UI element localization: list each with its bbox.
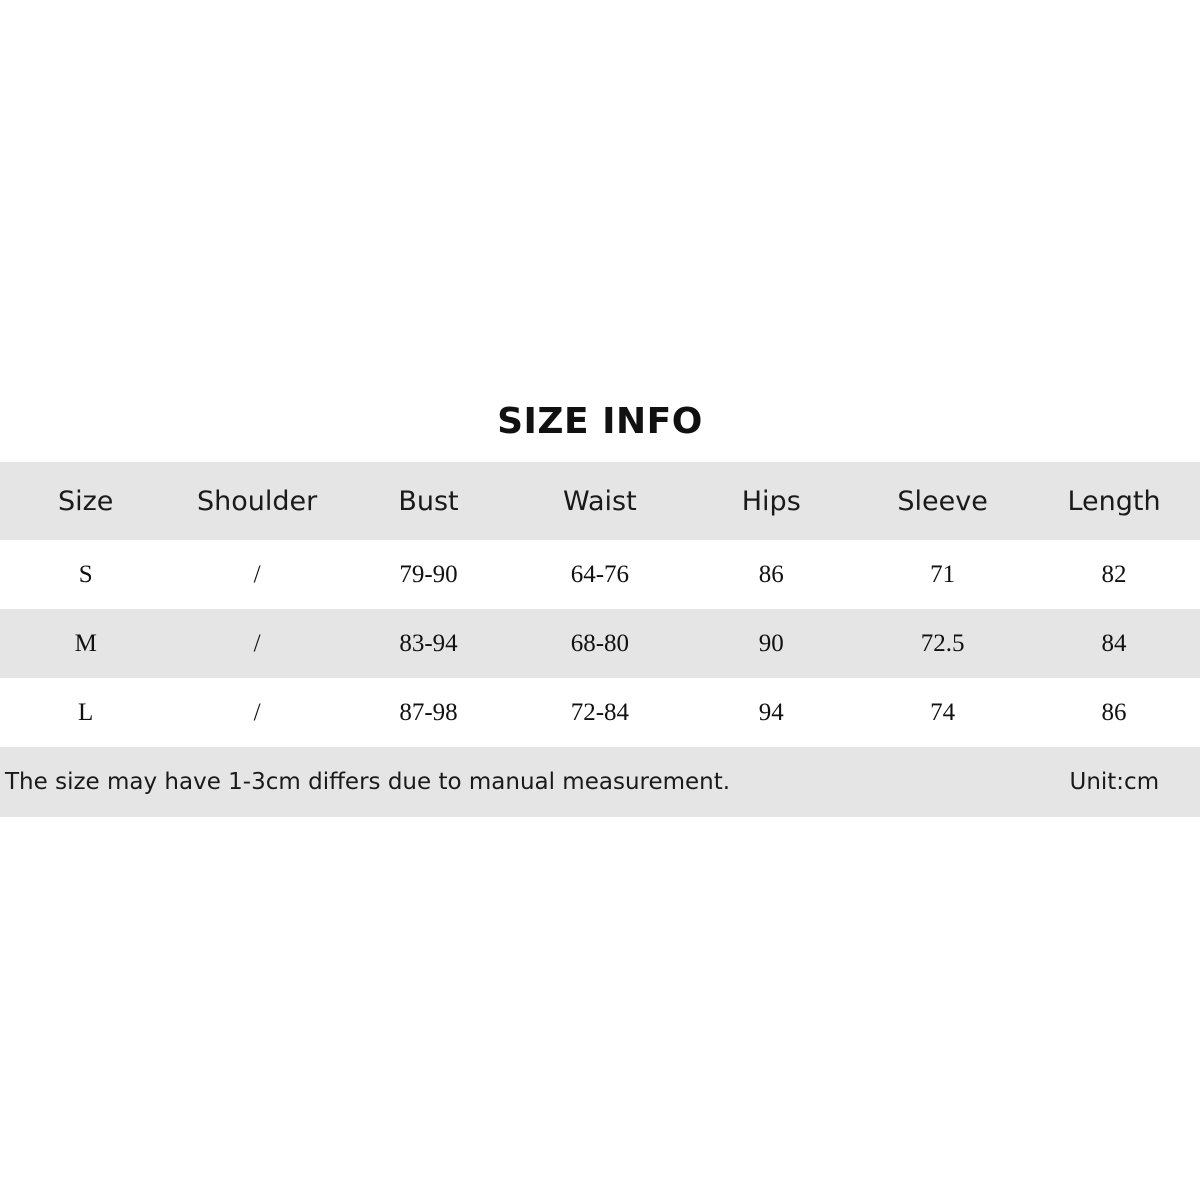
table-header-row: [0, 462, 1200, 540]
unit-label: Unit:cm: [1069, 769, 1160, 795]
table-cell-shoulder: /: [253, 698, 261, 726]
column-header-size: Size: [57, 485, 114, 517]
table-cell-waist: 64-76: [570, 560, 630, 588]
page-title: SIZE INFO: [497, 401, 703, 442]
column-header-bust: Bust: [398, 485, 459, 517]
table-cell-bust: 79-90: [399, 560, 458, 588]
column-header-hips: Hips: [741, 485, 801, 517]
table-cell-waist: 68-80: [570, 629, 630, 657]
table-cell-hips: 90: [758, 629, 784, 657]
table-cell-bust: 87-98: [399, 698, 458, 726]
table-cell-size: S: [78, 560, 93, 588]
table-row: [0, 609, 1200, 678]
table-cell-waist: 72-84: [570, 698, 630, 726]
table-cell-size: L: [78, 698, 94, 726]
table-row: [0, 678, 1200, 747]
table-cell-sleeve: 72.5: [920, 629, 965, 657]
column-header-sleeve: Sleeve: [897, 485, 988, 517]
table-cell-bust: 83-94: [399, 629, 458, 657]
table-cell-hips: 94: [758, 698, 784, 726]
table-cell-sleeve: 71: [930, 560, 956, 588]
table-cell-shoulder: /: [253, 629, 261, 657]
table-cell-length: 82: [1101, 560, 1127, 588]
table-cell-length: 84: [1101, 629, 1127, 657]
table-cell-length: 86: [1101, 698, 1127, 726]
table-cell-sleeve: 74: [930, 698, 956, 726]
table-cell-shoulder: /: [253, 560, 261, 588]
column-header-shoulder: Shoulder: [196, 485, 318, 517]
size-table: [0, 462, 1200, 817]
measurement-note: The size may have 1-3cm differs due to manual measurement.: [5, 769, 731, 795]
table-cell-hips: 86: [758, 560, 784, 588]
table-row: [0, 540, 1200, 609]
column-header-waist: Waist: [563, 485, 637, 517]
column-header-length: Length: [1067, 485, 1161, 517]
table-cell-size: M: [74, 629, 97, 657]
table-footer: [0, 747, 1200, 817]
